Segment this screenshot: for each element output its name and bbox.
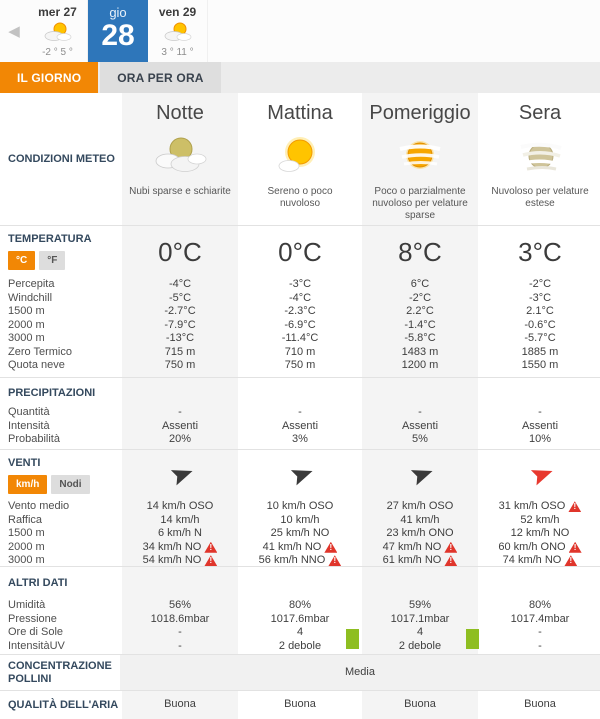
row-label: Quota neve — [8, 359, 65, 371]
day-tab-ven-29[interactable] — [148, 0, 208, 62]
sun-cloud-icon — [148, 19, 207, 47]
wind-value: 74 km/h NO — [502, 554, 562, 566]
air-quality-pomeriggio — [360, 691, 480, 719]
value: 750 m — [284, 359, 316, 371]
value: -2.3°C — [284, 305, 316, 317]
day-number: 28 — [101, 19, 135, 52]
section-altri-dati — [0, 566, 600, 654]
knots-button[interactable]: Nodi — [51, 475, 89, 494]
warning-icon — [568, 501, 581, 512]
veiled-sun-icon — [480, 130, 600, 182]
condition-description: Sereno o poco nuvoloso — [267, 186, 333, 209]
period-column-notte — [120, 93, 240, 225]
value: 5% — [412, 433, 428, 445]
value: Assenti — [281, 419, 319, 432]
wind-column-notte — [120, 450, 240, 568]
row-label: 2000 m — [8, 540, 45, 553]
precipitation-column-sera — [480, 378, 600, 449]
temperature-column-notte — [120, 226, 240, 377]
view-tabs — [0, 62, 600, 93]
section-precipitazioni — [0, 377, 600, 449]
wind-value: 52 km/h — [520, 513, 560, 526]
day-minmax-temps: 3 ° 11 ° — [161, 47, 194, 58]
wind-column-pomeriggio — [360, 450, 480, 568]
value: 1017.6mbar — [270, 612, 330, 625]
pollen-level: Media — [345, 665, 375, 678]
value: - — [178, 639, 182, 652]
value: 10% — [528, 433, 552, 445]
period-title: Pomeriggio — [369, 102, 471, 124]
wind-value: 23 km/h ONO — [386, 527, 454, 539]
uv-indicator — [346, 629, 359, 649]
row-label: Ore di Sole — [8, 626, 64, 638]
row-label: 1500 m — [8, 305, 45, 317]
section-title: CONDIZIONI METEO — [8, 152, 115, 165]
warning-icon — [444, 542, 457, 553]
other-data-column-sera — [480, 567, 600, 654]
section-sidebar — [0, 226, 120, 377]
day-tab-mer-27[interactable] — [28, 0, 88, 62]
value: 80% — [528, 599, 552, 611]
value: 1885 m — [521, 345, 559, 358]
precipitation-column-pomeriggio — [360, 378, 480, 449]
wind-value: 34 km/h NO — [142, 540, 202, 553]
wind-value: 47 km/h NO — [382, 540, 442, 553]
section-sidebar — [0, 450, 120, 568]
forecast-table — [0, 93, 600, 719]
value: 1017.1mbar — [390, 612, 450, 625]
wind-value: 14 km/h — [160, 513, 200, 526]
uv-indicator — [466, 629, 479, 649]
wind-value: 10 km/h OSO — [266, 500, 334, 512]
temperature-unit-toggle — [8, 251, 120, 270]
period-column-pomeriggio — [360, 93, 480, 225]
air-quality-notte — [120, 691, 240, 719]
row-label: Windchill — [8, 291, 53, 304]
value: - — [538, 639, 542, 652]
air-quality-sera — [480, 691, 600, 719]
value: Buona — [524, 698, 556, 711]
section-concentrazione-pollini — [0, 654, 600, 690]
value: 4 — [416, 626, 424, 638]
temperature-column-mattina — [240, 226, 360, 377]
value: -4°C — [288, 291, 312, 304]
wind-value: 10 km/h — [280, 513, 320, 526]
wind-direction-icon — [281, 457, 319, 492]
value: 1018.6mbar — [150, 612, 210, 625]
day-minmax-temps: -2 ° 5 ° — [42, 47, 73, 58]
warning-icon — [328, 555, 341, 566]
row-label: Pressione — [8, 612, 57, 625]
value: -13°C — [165, 332, 195, 344]
value: 715 m — [164, 345, 196, 358]
sun-cloud-icon — [28, 19, 87, 47]
wind-direction-icon — [401, 457, 439, 492]
wind-direction-icon — [521, 457, 559, 492]
main-temperature: 0°C — [278, 236, 322, 267]
value: -11.4°C — [281, 332, 319, 344]
period-title: Notte — [156, 102, 204, 124]
section-sidebar — [0, 655, 120, 690]
section-title: QUALITÀ DELL'ARIA — [8, 698, 119, 711]
wind-column-mattina — [240, 450, 360, 568]
tab-il-giorno[interactable]: IL GIORNO — [0, 62, 98, 93]
value: 2.1°C — [526, 305, 554, 317]
day-navigation — [0, 0, 600, 62]
value: -5°C — [168, 291, 192, 304]
value: -3°C — [528, 291, 552, 304]
section-sidebar — [0, 93, 120, 225]
section-title: PRECIPITAZIONI — [8, 387, 96, 399]
other-data-column-mattina — [240, 567, 360, 654]
wind-value: 27 km/h OSO — [386, 500, 454, 512]
wind-value: 6 km/h N — [157, 527, 202, 539]
value: 4 — [296, 626, 304, 638]
row-label: 1500 m — [8, 527, 45, 539]
value: 2 debole — [398, 639, 442, 652]
value: Buona — [404, 698, 436, 711]
day-label: ven 29 — [158, 5, 197, 19]
condition-description: Nuvoloso per velature estese — [491, 186, 589, 209]
temperature-column-pomeriggio — [360, 226, 480, 377]
value: 1200 m — [401, 359, 439, 371]
condition-description: Poco o parzialmente nuvoloso per velature sparse — [372, 186, 468, 221]
wind-unit-toggle — [8, 475, 120, 494]
value: -6.9°C — [284, 318, 316, 331]
section-qualita-aria — [0, 690, 600, 719]
prev-arrow-icon: ◀ — [8, 23, 20, 40]
row-label: IntensitàUV — [8, 639, 65, 652]
row-label: Raffica — [8, 513, 43, 526]
wind-value: 60 km/h ONO — [498, 540, 566, 553]
value: -5.8°C — [404, 332, 436, 344]
warning-icon — [324, 542, 337, 553]
value: -2°C — [408, 291, 432, 304]
value: 2 debole — [278, 639, 322, 652]
section-sidebar — [0, 691, 120, 719]
fahrenheit-button[interactable]: °F — [39, 251, 65, 270]
warning-icon — [444, 555, 457, 566]
wind-value: 56 km/h NNO — [258, 554, 326, 566]
value: 3% — [292, 433, 308, 445]
main-temperature: 8°C — [398, 236, 442, 267]
row-label: 3000 m — [8, 554, 45, 566]
value: - — [298, 406, 302, 418]
value: Assenti — [161, 419, 199, 432]
value: 59% — [408, 599, 432, 611]
value: 80% — [288, 599, 312, 611]
row-label: Intensità — [8, 419, 50, 432]
precipitation-column-mattina — [240, 378, 360, 449]
period-column-sera — [480, 93, 600, 225]
value: - — [538, 406, 542, 418]
row-label: Probabilità — [8, 433, 60, 445]
value: -2°C — [528, 278, 552, 290]
sun-veils-icon — [360, 130, 480, 182]
period-title: Mattina — [267, 102, 333, 124]
air-quality-mattina — [240, 691, 360, 719]
temperature-column-sera — [480, 226, 600, 377]
section-sidebar — [0, 567, 120, 654]
day-label: mer 27 — [38, 5, 77, 19]
section-temperatura — [0, 225, 600, 377]
section-title: TEMPERATURA — [8, 233, 92, 245]
row-label: 2000 m — [8, 318, 45, 331]
wind-direction-icon — [161, 457, 199, 492]
wind-value: 25 km/h NO — [270, 527, 330, 539]
celsius-button[interactable]: °C — [8, 251, 35, 270]
sun-small-cloud-icon — [240, 130, 360, 182]
value: -7.9°C — [164, 318, 196, 331]
wind-value: 14 km/h OSO — [146, 500, 214, 512]
condition-description: Nubi sparse e schiarite — [129, 186, 231, 197]
prev-day-button[interactable] — [0, 0, 28, 62]
value: 6°C — [410, 278, 430, 290]
value: -5.7°C — [524, 332, 556, 344]
value: - — [178, 406, 182, 418]
section-venti — [0, 449, 600, 566]
main-temperature: 3°C — [518, 236, 562, 267]
row-label: Percepita — [8, 278, 55, 290]
value: 20% — [168, 433, 192, 445]
main-temperature: 0°C — [158, 236, 202, 267]
period-column-mattina — [240, 93, 360, 225]
warning-icon — [204, 542, 217, 553]
value: -3°C — [288, 278, 312, 290]
pollen-level-cell — [120, 655, 600, 690]
section-sidebar — [0, 378, 120, 449]
value: - — [418, 406, 422, 418]
value: - — [538, 626, 542, 638]
wind-column-sera — [480, 450, 600, 568]
row-label: 3000 m — [8, 332, 45, 344]
wind-value: 12 km/h NO — [510, 527, 570, 539]
value: 2.2°C — [406, 305, 434, 317]
other-data-column-pomeriggio — [360, 567, 480, 654]
section-condizioni-meteo — [0, 93, 600, 225]
row-label: Zero Termico — [8, 345, 72, 358]
value: 750 m — [164, 359, 196, 371]
value: 56% — [168, 599, 192, 611]
precipitation-column-notte — [120, 378, 240, 449]
section-title: VENTI — [8, 457, 41, 469]
section-title: ALTRI DATI — [8, 577, 68, 589]
section-title: CONCENTRAZIONE POLLINI — [8, 659, 112, 685]
value: 1017.4mbar — [510, 612, 570, 625]
wind-value: 41 km/h NO — [262, 540, 322, 553]
warning-icon — [564, 555, 577, 566]
other-data-column-notte — [120, 567, 240, 654]
value: 710 m — [284, 345, 316, 358]
value: - — [178, 626, 182, 638]
tab-ora-per-ora[interactable]: ORA PER ORA — [100, 62, 220, 93]
warning-icon — [569, 542, 582, 553]
value: -1.4°C — [404, 318, 436, 331]
value: Buona — [164, 698, 196, 711]
row-label: Quantità — [8, 406, 50, 418]
moon-clouds-icon — [120, 130, 240, 182]
value: 1550 m — [521, 359, 559, 371]
value: -4°C — [168, 278, 192, 290]
day-label: gio — [109, 5, 127, 20]
wind-value: 61 km/h NO — [382, 554, 442, 566]
warning-icon — [204, 555, 217, 566]
wind-value: 54 km/h NO — [142, 554, 202, 566]
value: Buona — [284, 698, 316, 711]
row-label: Vento medio — [8, 500, 70, 512]
value: 1483 m — [401, 345, 439, 358]
value: Assenti — [521, 419, 559, 432]
value: Assenti — [401, 419, 439, 432]
period-title: Sera — [518, 102, 562, 124]
day-tab-gio-28-selected[interactable] — [88, 0, 148, 62]
kmh-button[interactable]: km/h — [8, 475, 47, 494]
row-label: Umidità — [8, 599, 46, 611]
wind-value: 31 km/h OSO — [498, 500, 566, 512]
wind-value: 41 km/h — [400, 513, 440, 526]
value: -0.6°C — [524, 318, 556, 331]
value: -2.7°C — [164, 305, 196, 317]
